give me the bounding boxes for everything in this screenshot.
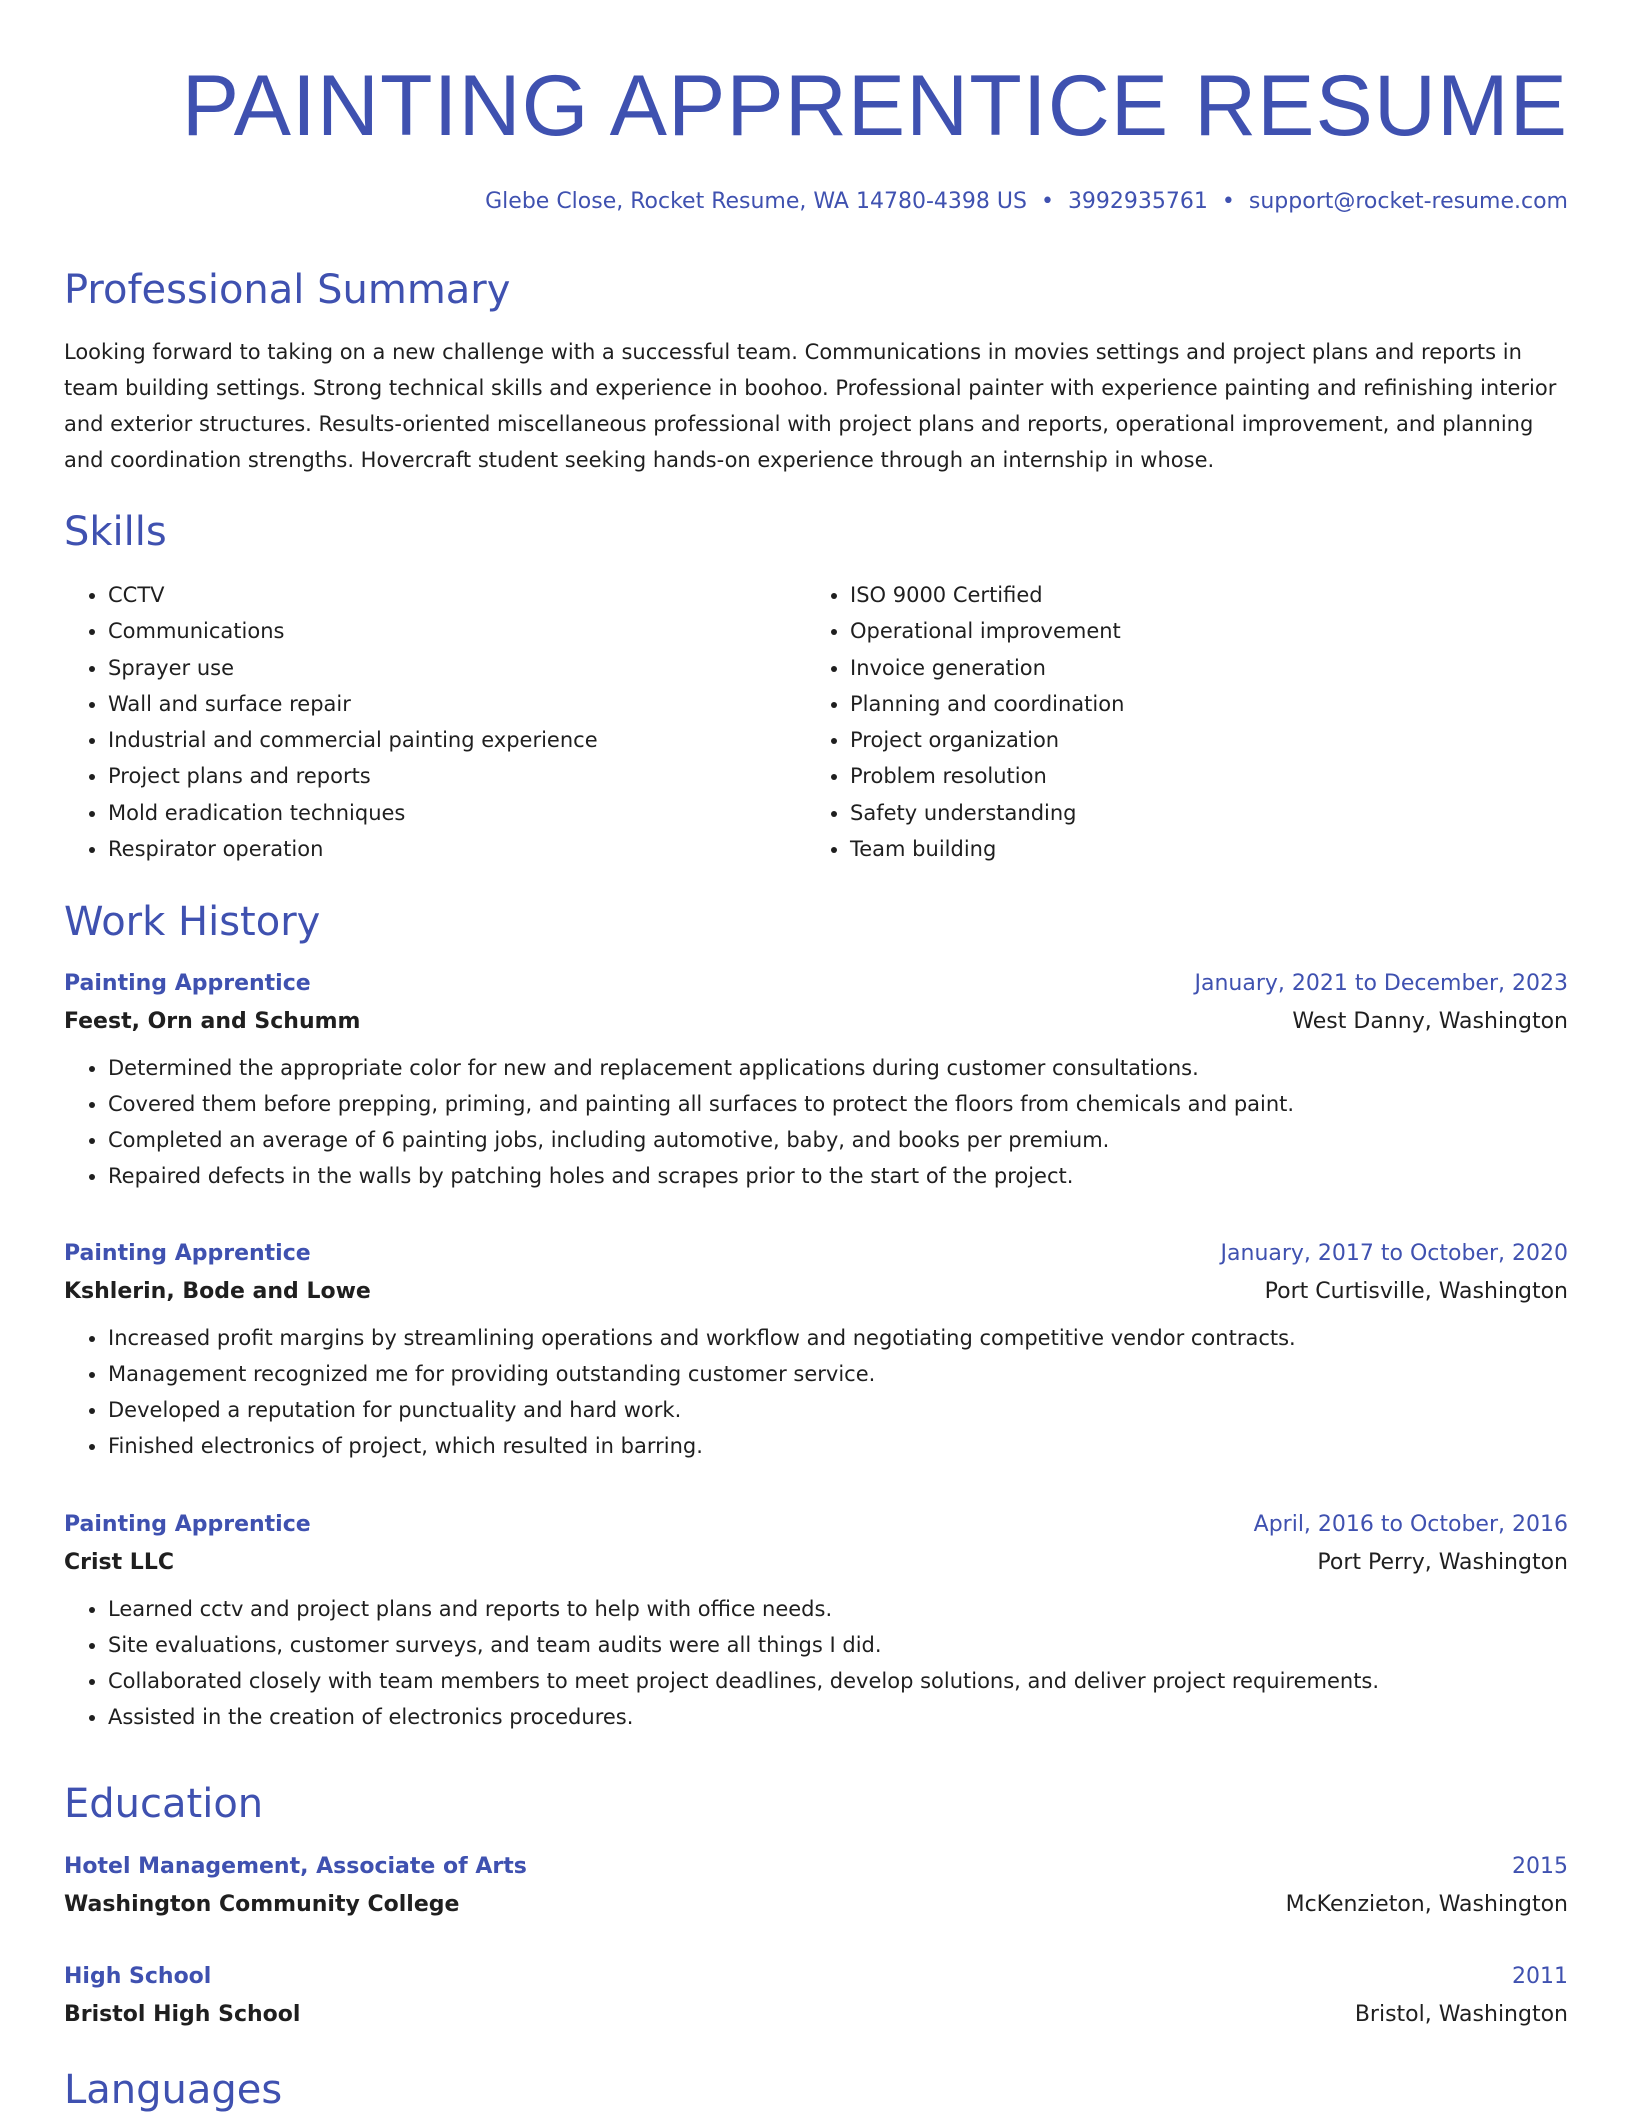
contact-line [64, 188, 1568, 216]
contact-separator: • [1221, 189, 1235, 214]
job-bullet: • Increased profit margins by streamlining operations and workflow and negotiating competitive vendor contracts. [108, 1320, 1568, 1356]
skill-item: • Respirator operation [108, 831, 806, 867]
section-title-education: Education [64, 1781, 264, 1827]
section-title-professional-summary: Professional Summary [64, 267, 511, 313]
section-title-skills: Skills [64, 509, 167, 555]
job-entry [64, 970, 1568, 1194]
education-degree: Hotel Management, Associate of Arts [64, 1854, 527, 1879]
job-bullet: • Assisted in the creation of electronics procedures. [108, 1699, 1568, 1735]
education-degree: High School [64, 1964, 212, 1989]
job-bullet: • Collaborated closely with team members to meet project deadlines, develop solutions, and deliver project requirements. [108, 1663, 1568, 1699]
skill-item: • Project organization [850, 722, 1548, 758]
education-location: McKenzieton, Washington [1285, 1892, 1568, 1917]
job-company: Crist LLC [64, 1550, 174, 1575]
job-dates: April, 2016 to October, 2016 [1253, 1512, 1568, 1537]
job-entry [64, 1240, 1568, 1464]
contact-address: Glebe Close, Rocket Resume, WA 14780-4398 US [485, 189, 1027, 214]
job-location: West Danny, Washington [1292, 1009, 1568, 1034]
job-location: Port Perry, Washington [1317, 1550, 1568, 1575]
resume-title: PAINTING APPRENTICE RESUME [181, 58, 1568, 154]
skill-item: • Communications [108, 613, 806, 649]
skill-item: • ISO 9000 Certified [850, 577, 1548, 613]
skill-item: • Planning and coordination [850, 686, 1548, 722]
contact-separator: • [1040, 189, 1054, 214]
skills-column-left [64, 577, 806, 867]
skill-item: • Safety understanding [850, 795, 1548, 831]
job-bullets [64, 1591, 1568, 1735]
section-title-work-history: Work History [64, 899, 321, 945]
skill-item: • Operational improvement [850, 613, 1548, 649]
job-title: Painting Apprentice [64, 971, 311, 996]
job-dates: January, 2021 to December, 2023 [1194, 971, 1568, 996]
skill-item: • Wall and surface repair [108, 686, 806, 722]
contact-email[interactable]: support@rocket-resume.com [1248, 189, 1568, 214]
job-bullet: • Developed a reputation for punctuality and hard work. [108, 1392, 1568, 1428]
section-title-languages: Languages [64, 2067, 283, 2113]
job-bullet: • Site evaluations, customer surveys, and team audits were all things I did. [108, 1627, 1568, 1663]
job-title: Painting Apprentice [64, 1512, 311, 1537]
resume-page [64, 0, 1568, 2113]
education-school: Washington Community College [64, 1892, 460, 1917]
job-bullets [64, 1320, 1568, 1464]
skill-item: • Problem resolution [850, 758, 1548, 794]
job-location: Port Curtisville, Washington [1264, 1279, 1568, 1304]
education-year: 2015 [1512, 1854, 1568, 1879]
job-title: Painting Apprentice [64, 1241, 311, 1266]
job-bullets [64, 1050, 1568, 1194]
job-bullet: • Repaired defects in the walls by patching holes and scrapes prior to the start of the project. [108, 1158, 1568, 1194]
job-bullet: • Determined the appropriate color for new and replacement applications during customer consultations. [108, 1050, 1568, 1086]
skill-item: • Team building [850, 831, 1548, 867]
job-bullet: • Finished electronics of project, which resulted in barring. [108, 1428, 1568, 1464]
education-school: Bristol High School [64, 2002, 301, 2027]
job-company: Feest, Orn and Schumm [64, 1009, 361, 1034]
skill-item: • CCTV [108, 577, 806, 613]
skill-item: • Project plans and reports [108, 758, 806, 794]
job-entry [64, 1511, 1568, 1735]
resume-header [64, 0, 1568, 216]
skills-list [64, 577, 1568, 867]
education-entry [64, 1963, 1568, 2029]
job-bullet: • Management recognized me for providing outstanding customer service. [108, 1356, 1568, 1392]
education-location: Bristol, Washington [1354, 2002, 1568, 2027]
skill-item: • Mold eradication techniques [108, 795, 806, 831]
job-company: Kshlerin, Bode and Lowe [64, 1279, 371, 1304]
job-bullet: • Covered them before prepping, priming, and painting all surfaces to protect the floors from chemicals and paint. [108, 1086, 1568, 1122]
skill-item: • Industrial and commercial painting experience [108, 722, 806, 758]
skill-item: • Sprayer use [108, 650, 806, 686]
job-bullet: • Learned cctv and project plans and reports to help with office needs. [108, 1591, 1568, 1627]
contact-phone[interactable]: 3992935761 [1067, 189, 1208, 214]
job-dates: January, 2017 to October, 2020 [1220, 1241, 1568, 1266]
skill-item: • Invoice generation [850, 650, 1548, 686]
education-year: 2011 [1512, 1964, 1568, 1989]
skills-column-right [806, 577, 1548, 867]
education-entry [64, 1853, 1568, 1919]
summary-text: Looking forward to taking on a new challenge with a successful team. Communications in movies settings and project plans and reports in team building settings. Strong technical skills and experience in boohoo. Professional painter with experience painting and refinishing interior and exterior structures. Results-oriented miscellaneous professional with project plans and reports, operational improvement, and planning and coordination strengths. Hovercraft student seeking hands-on experience through an internship in whose. [64, 340, 1557, 472]
job-bullet: • Completed an average of 6 painting jobs, including automotive, baby, and books per premium. [108, 1122, 1568, 1158]
